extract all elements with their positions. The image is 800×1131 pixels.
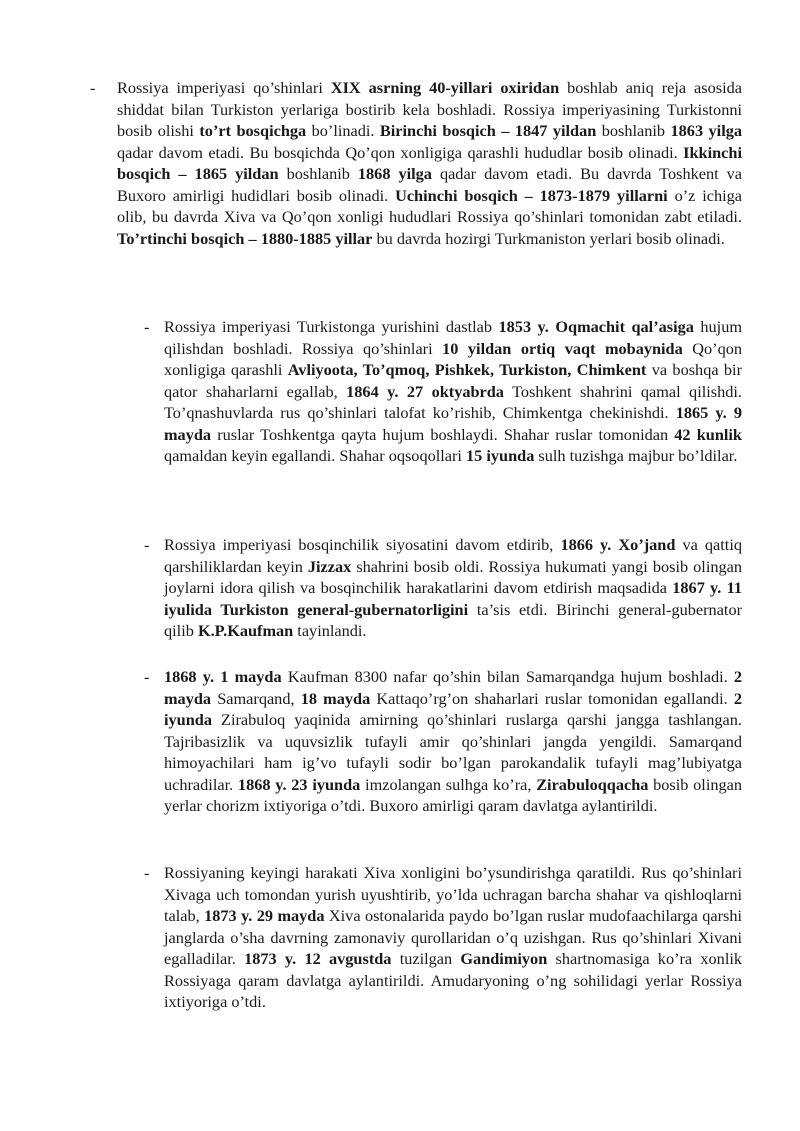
bold-text: 1873 y. 12 avgustda	[244, 949, 392, 968]
text-run: Rossiya imperiyasi Turkistonga yurishini dastlab	[164, 317, 499, 336]
text-run: Samarqand,	[211, 688, 301, 708]
list-dash: -	[144, 667, 150, 686]
bold-text: 2 iyunda	[164, 688, 742, 729]
list-dash: -	[144, 863, 150, 882]
bold-text: K.P.Kaufman	[197, 621, 294, 640]
text-run: boshlanib	[596, 121, 671, 140]
text-run: Rossiya imperiyasi qo’shinlari	[117, 78, 331, 97]
text-run: qadar davom etadi. Bu davrda Toshkent va Buxoro amirligi hudidlari bosib olinadi.	[117, 164, 742, 205]
text-run: Xiva ostonalarida paydo bo’lgan ruslar mudofaachilarga qarshi janglarda o’sha davrning zamonaviy qurollaridan o’q uzishgan. Rus qo’shinlari Xivani egalladilar.	[164, 906, 742, 968]
bold-text: 1867 y. 11 iyulida Turkiston general-gubernatorligini	[164, 578, 742, 619]
bold-text: Gandimiyon	[460, 949, 548, 968]
bold-text: 1868 yilga	[357, 164, 432, 183]
text-run: bo’linadi.	[306, 121, 380, 140]
list-item	[144, 862, 743, 1013]
bold-text: 1865 y. 9 mayda	[164, 403, 742, 444]
text-run: shahrini bosib oldi. Rossiya hukumati yangi bosib olingan joylarni idora qilish va bosqinchilik harakatlarini davom etdirish maqsadida	[164, 556, 743, 597]
text-run: bu davrda hozirgi Turkmaniston yerlari bosib olinadi.	[372, 228, 725, 248]
bold-text: 1868 y. 1 mayda	[164, 667, 282, 686]
list-item	[90, 77, 743, 249]
text-run: boshlab aniq reja asosida shiddat bilan Turkiston yerlariga bostirib kela boshladi. Rossiya imperiyasining Turkistonni bosib olishi	[117, 78, 742, 140]
bold-text: To’rtinchi bosqich – 1880-1885 yillar	[117, 228, 373, 248]
list-dash: -	[144, 535, 150, 554]
paragraph	[164, 534, 742, 642]
text-run: Rossiyaning keyingi harakati Xiva xonligini bo’ysundirishga qaratildi. Rus qo’shinlari Xivaga uch tomondan yurish uyushtirib, yo’lda uchragan barcha shahar va qishloqlarni talab,	[164, 863, 742, 925]
text-run: imzolangan sulhga ko’ra,	[360, 774, 537, 794]
bold-text: 1868 y. 23 iyunda	[237, 774, 361, 794]
text-run: boshlanib	[278, 164, 358, 183]
list-dash: -	[144, 317, 150, 336]
text-run: Kaufman 8300 nafar qo’shin bilan Samarqandga hujum boshladi.	[281, 667, 734, 686]
paragraph	[117, 77, 742, 249]
text-run: qadar davom etadi. Bu bosqichda Qo’qon xonligiga qarashli hududlar bosib olinadi.	[117, 142, 684, 162]
paragraph	[164, 316, 742, 467]
text-run: hujum qilishdan boshladi. Rossiya qo’shinlari	[164, 317, 742, 358]
list-item	[144, 534, 743, 642]
bold-text: to’rt bosqichga	[199, 121, 307, 140]
bold-text: Uchinchi bosqich – 1873-1879 yillarni	[395, 185, 668, 205]
text-run: Toshkent shahrini qamal qilishdi. To’qnashuvlarda rus qo’shinlari talofat ko’rishib, Chimkentga chekinishdi.	[164, 381, 742, 422]
bold-text: Zirabuloqqacha	[536, 774, 649, 794]
text-run: o’z ichiga olib, bu davrda Xiva va Qo’qon xonligi hududlari Rossiya qo’shinlari tomonidan zabt etiladi.	[117, 185, 743, 226]
text-run: ruslar Toshkentga qayta hujum boshlaydi. Shahar ruslar tomonidan	[211, 424, 675, 444]
bold-text: Jizzax	[307, 556, 352, 576]
text-run: Zirabuloq yaqinida amirning qo’shinlari ruslarga qarshi jangga tashlangan. Tajribasizlik va uquvsizlik tufayli amir qo’shinlari jangda yengildi. Samarqand himoyachilari ham ig’vo tufayli sodir bo’lgan parokandalik tufayli mag’lubiyatga uchradilar.	[164, 710, 742, 794]
bold-text: 1866 y. Xo’jand	[560, 535, 676, 554]
paragraph	[164, 666, 742, 817]
text-run: va qattiq qarshiliklardan keyin	[164, 535, 742, 576]
bold-text: XIX asrning 40-yillari oxiridan	[330, 78, 560, 97]
bold-text: 42 kunlik	[674, 424, 742, 444]
bold-text: 1863 yilga	[670, 121, 743, 140]
bold-text: 18 mayda	[300, 688, 371, 708]
bold-text: Birinchi bosqich – 1847 yildan	[379, 121, 597, 140]
text-run: ta’sis etdi. Birinchi general-gubernator qilib	[164, 599, 743, 640]
bold-text: 1853 y. Oqmachit qal’asiga	[498, 317, 694, 336]
text-run: Kattaqo’rg’on shaharlari ruslar tomonidan egallandi.	[370, 688, 734, 708]
text-run: tayinlandi.	[293, 621, 367, 640]
list-item	[144, 316, 743, 467]
bold-text: Avliyoota, To’qmoq, Pishkek, Turkiston, Chimkent	[287, 360, 647, 379]
bold-text: 15 iyunda	[466, 446, 535, 465]
text-run: Rossiya imperiyasi bosqinchilik siyosatini davom etdirib,	[164, 535, 561, 554]
list-item	[144, 666, 743, 817]
bold-text: 10 yildan ortiq vaqt mobaynida	[442, 338, 683, 358]
bold-text: 2 mayda	[164, 667, 743, 708]
text-run: qamaldan keyin egallandi. Shahar oqsoqollari	[164, 446, 467, 465]
text-run: tuzilgan	[391, 949, 461, 968]
list-dash: -	[90, 78, 96, 97]
text-run: shartnomasiga ko’ra xonlik Rossiyaga qaram davlatga aylantirildi. Amudaryoning o’ng sohilidagi yerlar Rossiya ixtiyoriga o’tdi.	[164, 949, 743, 1011]
text-run: Qo’qon xonligiga qarashli	[164, 338, 743, 379]
text-run: sulh tuzishga majbur bo’ldilar.	[534, 446, 738, 465]
bold-text: 1864 y. 27 oktyabrda	[346, 381, 504, 401]
paragraph	[164, 862, 742, 1013]
bold-text: Ikkinchi bosqich – 1865 yildan	[117, 142, 742, 183]
bold-text: 1873 y. 29 mayda	[204, 906, 325, 925]
text-run: bosib olingan yerlar chorizm ixtiyoriga o’tdi. Buxoro amirligi qaram davlatga aylantirildi.	[164, 774, 743, 815]
text-run: va boshqa bir qator shaharlarni egallab,	[164, 360, 742, 401]
